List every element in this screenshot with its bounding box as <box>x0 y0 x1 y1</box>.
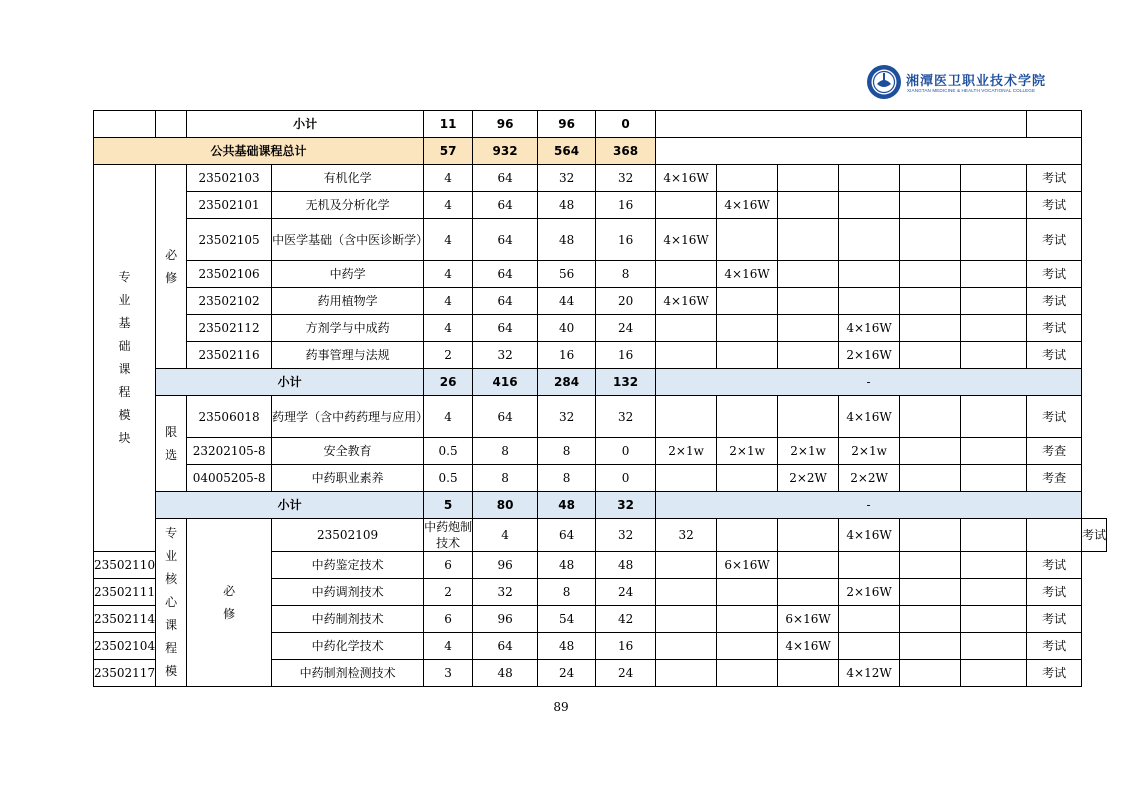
semester-s1 <box>656 660 717 687</box>
semester-s6 <box>1027 519 1082 552</box>
semester-s3: 4×16W <box>778 633 839 660</box>
theory-hours: 48 <box>538 219 596 261</box>
theory-hours: 40 <box>538 315 596 342</box>
semester-s5 <box>900 552 961 579</box>
elective-label-char: 选 <box>165 447 178 462</box>
total-hours: 64 <box>473 633 538 660</box>
semester-s4: 4×16W <box>839 396 900 438</box>
semester-s3 <box>778 579 839 606</box>
total-hours: 48 <box>473 660 538 687</box>
semester-s4 <box>839 192 900 219</box>
credits: 4 <box>424 219 473 261</box>
practice-hours: 32 <box>596 492 656 519</box>
required-label-char: 修 <box>223 606 236 621</box>
semester-s4: 4×16W <box>839 315 900 342</box>
semester-s2: 2×1w <box>717 438 778 465</box>
practice-hours: 48 <box>596 552 656 579</box>
semester-s1 <box>656 192 717 219</box>
theory-hours: 8 <box>538 438 596 465</box>
semester-s4: 4×12W <box>839 660 900 687</box>
assessment-type: 考试 <box>1027 633 1082 660</box>
total-hours: 64 <box>473 315 538 342</box>
required-label-char: 必 <box>165 247 178 262</box>
module-label-char: 心 <box>165 595 178 609</box>
course-row <box>94 438 1107 465</box>
semester-s1 <box>656 396 717 438</box>
theory-hours: 8 <box>538 579 596 606</box>
semester-s3 <box>778 192 839 219</box>
elective-label <box>156 396 187 492</box>
total-hours: 80 <box>473 492 538 519</box>
public-total-label: 公共基础课程总计 <box>94 138 424 165</box>
course-code: 23506018 <box>187 396 272 438</box>
course-name: 中药调剂技术 <box>272 579 424 606</box>
theory-hours: 48 <box>538 633 596 660</box>
course-code: 23502101 <box>187 192 272 219</box>
theory-hours: 32 <box>596 519 656 552</box>
semester-s2: 6×16W <box>717 552 778 579</box>
semester-s3: 2×1w <box>778 438 839 465</box>
semester-s5 <box>900 606 961 633</box>
assessment-type: 考查 <box>1027 438 1082 465</box>
required-label <box>156 165 187 369</box>
semester-s5 <box>961 519 1027 552</box>
module-label <box>94 165 156 552</box>
semester-s4: 2×16W <box>839 342 900 369</box>
elective-label-char: 限 <box>165 424 178 439</box>
semester-s3 <box>778 660 839 687</box>
total-hours: 32 <box>473 579 538 606</box>
theory-hours: 564 <box>538 138 596 165</box>
semester-s1: 2×1w <box>656 438 717 465</box>
total-hours: 416 <box>473 369 538 396</box>
semester-s6 <box>961 342 1027 369</box>
course-name: 药事管理与法规 <box>272 342 424 369</box>
required-label-char: 修 <box>165 270 178 285</box>
total-hours: 932 <box>473 138 538 165</box>
theory-hours: 54 <box>538 606 596 633</box>
semester-s2 <box>778 519 839 552</box>
practice-hours: 16 <box>596 192 656 219</box>
assessment-type: 考试 <box>1027 315 1082 342</box>
semester-s3 <box>778 342 839 369</box>
theory-hours: 32 <box>538 396 596 438</box>
practice-hours: 16 <box>596 633 656 660</box>
public-total-row <box>94 138 1107 165</box>
semester-s6 <box>961 552 1027 579</box>
course-code: 23502105 <box>187 219 272 261</box>
module-label-char: 核 <box>165 572 178 586</box>
semester-s2: 4×16W <box>717 192 778 219</box>
semester-s4 <box>839 606 900 633</box>
credits: 6 <box>424 552 473 579</box>
theory-hours: 48 <box>538 552 596 579</box>
course-row <box>94 396 1107 438</box>
module-label-char: 程 <box>165 641 178 655</box>
semester-s1 <box>656 552 717 579</box>
semester-s3 <box>778 219 839 261</box>
module-label-char: 程 <box>118 385 131 399</box>
course-row <box>94 342 1107 369</box>
college-name-cn: 湘潭医卫职业技术学院 <box>906 74 1047 89</box>
assessment-type: 考试 <box>1027 606 1082 633</box>
assessment-type: 考试 <box>1027 579 1082 606</box>
semester-s1 <box>717 519 778 552</box>
assessment-type: 考试 <box>1027 261 1082 288</box>
practice-hours: 0 <box>596 111 656 138</box>
assessment-type: 考试 <box>1027 288 1082 315</box>
credits: 4 <box>424 165 473 192</box>
semester-s5 <box>900 438 961 465</box>
semester-s2 <box>717 396 778 438</box>
semester-s2 <box>717 342 778 369</box>
theory-hours: 8 <box>538 465 596 492</box>
semester-s1: 4×16W <box>656 165 717 192</box>
semester-s2 <box>717 315 778 342</box>
semester-s3: 2×2W <box>778 465 839 492</box>
total-hours: 96 <box>473 111 538 138</box>
course-row <box>94 315 1107 342</box>
module-label-char: 块 <box>118 431 131 445</box>
practice-hours: 8 <box>596 261 656 288</box>
semester-s4 <box>839 633 900 660</box>
credits: 2 <box>424 342 473 369</box>
semester-s3 <box>778 315 839 342</box>
semester-s4: 2×16W <box>839 579 900 606</box>
assessment-type: 考试 <box>1027 552 1082 579</box>
credits: 57 <box>424 138 473 165</box>
theory-hours: 56 <box>538 261 596 288</box>
total-hours: 64 <box>473 165 538 192</box>
credits: 11 <box>424 111 473 138</box>
semester-s4 <box>839 552 900 579</box>
practice-hours: 0 <box>596 438 656 465</box>
credits: 3 <box>424 660 473 687</box>
college-name-en: XIANGTAN MEDICINE & HEALTH VOCATIONAL COLLEGE <box>907 88 1036 93</box>
table-cell <box>656 138 1082 165</box>
course-name: 中药鉴定技术 <box>272 552 424 579</box>
theory-hours: 48 <box>538 192 596 219</box>
course-row <box>94 165 1107 192</box>
credits: 4 <box>424 261 473 288</box>
semester-s4: 2×1w <box>839 438 900 465</box>
semester-s4: 2×2W <box>839 465 900 492</box>
course-name: 中药化学技术 <box>272 633 424 660</box>
theory-hours: 48 <box>538 492 596 519</box>
theory-hours: 16 <box>538 342 596 369</box>
subtotal-dash: - <box>656 369 1082 396</box>
semester-s2 <box>717 165 778 192</box>
required-label <box>187 519 272 687</box>
semester-s3: 6×16W <box>778 606 839 633</box>
total-hours: 64 <box>473 219 538 261</box>
credits: 6 <box>424 606 473 633</box>
assessment-type: 考试 <box>1027 192 1082 219</box>
practice-hours: 16 <box>596 342 656 369</box>
credits: 4 <box>424 633 473 660</box>
theory-hours: 96 <box>538 111 596 138</box>
credits: 4 <box>424 288 473 315</box>
assessment-type: 考试 <box>1027 342 1082 369</box>
semester-s6 <box>961 288 1027 315</box>
semester-s2 <box>717 606 778 633</box>
module-label-char: 业 <box>165 549 178 563</box>
course-name: 无机及分析化学 <box>272 192 424 219</box>
semester-s5 <box>900 396 961 438</box>
credits: 2 <box>424 579 473 606</box>
total-hours: 8 <box>473 438 538 465</box>
theory-hours: 24 <box>538 660 596 687</box>
semester-s2 <box>717 465 778 492</box>
practice-hours: 32 <box>596 396 656 438</box>
total-hours: 64 <box>473 288 538 315</box>
semester-s4 <box>839 165 900 192</box>
course-code: 23502110 <box>94 552 156 579</box>
semester-s5 <box>900 192 961 219</box>
semester-s1: 4×16W <box>656 288 717 315</box>
semester-s5 <box>900 579 961 606</box>
course-row <box>94 219 1107 261</box>
semester-s6 <box>961 261 1027 288</box>
total-hours: 64 <box>473 192 538 219</box>
course-code: 23502103 <box>187 165 272 192</box>
credits: 4 <box>424 396 473 438</box>
semester-s3 <box>778 396 839 438</box>
total-hours: 64 <box>538 519 596 552</box>
college-seal-icon <box>866 64 902 100</box>
assessment-type: 考试 <box>1027 396 1082 438</box>
course-row <box>94 465 1107 492</box>
semester-s1 <box>656 315 717 342</box>
practice-hours: 0 <box>596 465 656 492</box>
course-code: 23502112 <box>187 315 272 342</box>
subtotal-label: 小计 <box>156 369 424 396</box>
subtotal-row <box>94 492 1107 519</box>
semester-s1 <box>656 579 717 606</box>
practice-hours: 32 <box>596 165 656 192</box>
course-row <box>94 261 1107 288</box>
college-logo <box>866 64 1047 104</box>
course-name: 中药制剂检测技术 <box>272 660 424 687</box>
module-label-char: 课 <box>118 362 131 376</box>
semester-s6 <box>961 315 1027 342</box>
course-name: 中药炮制技术 <box>424 520 473 550</box>
semester-s2 <box>717 633 778 660</box>
course-code: 23502102 <box>187 288 272 315</box>
practice-hours: 24 <box>596 660 656 687</box>
course-name: 安全教育 <box>272 438 424 465</box>
credits: 0.5 <box>424 438 473 465</box>
semester-s5 <box>900 165 961 192</box>
course-code: 23502111 <box>94 579 156 606</box>
required-label-char: 必 <box>223 583 236 598</box>
course-name: 中药职业素养 <box>272 465 424 492</box>
semester-s2: 4×16W <box>717 261 778 288</box>
course-name: 方剂学与中成药 <box>272 315 424 342</box>
course-code: 04005205-8 <box>187 465 272 492</box>
semester-s1: 4×16W <box>656 219 717 261</box>
practice-hours: 24 <box>596 579 656 606</box>
semester-s6 <box>961 660 1027 687</box>
course-row <box>94 519 1107 552</box>
subtotal-dash: - <box>656 492 1082 519</box>
course-name: 中药制剂技术 <box>272 606 424 633</box>
semester-s5 <box>900 342 961 369</box>
course-row <box>94 192 1107 219</box>
subtotal-row <box>94 111 1107 138</box>
semester-s5 <box>900 465 961 492</box>
course-name: 药理学（含中药药理与应用） <box>272 396 424 438</box>
assessment-type: 考试 <box>1027 660 1082 687</box>
practice-hours: 132 <box>596 369 656 396</box>
course-code: 23502109 <box>272 519 424 552</box>
semester-s6 <box>961 192 1027 219</box>
course-name: 药用植物学 <box>272 288 424 315</box>
credits: 0.5 <box>424 465 473 492</box>
semester-s5 <box>900 261 961 288</box>
module-label-char: 专 <box>165 526 178 540</box>
semester-s6 <box>961 465 1027 492</box>
semester-s2 <box>717 288 778 315</box>
semester-s6 <box>961 219 1027 261</box>
semester-s5 <box>900 315 961 342</box>
course-code: 23502117 <box>94 660 156 687</box>
semester-s6 <box>961 396 1027 438</box>
theory-hours: 284 <box>538 369 596 396</box>
module-label-char: 业 <box>118 293 131 307</box>
semester-s3: 4×16W <box>839 519 900 552</box>
practice-hours: 16 <box>596 219 656 261</box>
table-cell <box>1027 111 1082 138</box>
module-label-char: 课 <box>165 618 178 632</box>
course-code: 23502116 <box>187 342 272 369</box>
semester-s6 <box>961 438 1027 465</box>
semester-s2 <box>717 579 778 606</box>
total-hours: 8 <box>473 465 538 492</box>
semester-s4 <box>839 261 900 288</box>
semester-s6 <box>961 165 1027 192</box>
semester-s5 <box>900 288 961 315</box>
practice-hours: 24 <box>596 315 656 342</box>
total-hours: 64 <box>473 261 538 288</box>
course-code: 23202105-8 <box>187 438 272 465</box>
semester-s5 <box>900 660 961 687</box>
semester-s4 <box>839 219 900 261</box>
total-hours: 96 <box>473 552 538 579</box>
practice-hours: 42 <box>596 606 656 633</box>
curriculum-table <box>93 110 1107 687</box>
semester-s1 <box>656 465 717 492</box>
table-cell <box>94 111 156 138</box>
semester-s1 <box>656 633 717 660</box>
semester-s6 <box>961 579 1027 606</box>
credits: 4 <box>424 192 473 219</box>
credits: 4 <box>473 519 538 552</box>
module-label-char: 专 <box>118 270 131 284</box>
semester-s3 <box>778 261 839 288</box>
semester-s1 <box>656 342 717 369</box>
practice-hours: 368 <box>596 138 656 165</box>
subtotal-label: 小计 <box>156 492 424 519</box>
semester-s2 <box>717 660 778 687</box>
course-code: 23502104 <box>94 633 156 660</box>
course-name: 有机化学 <box>272 165 424 192</box>
assessment-type: 考查 <box>1027 465 1082 492</box>
credits: 4 <box>424 315 473 342</box>
practice-hours: 32 <box>656 519 717 552</box>
module-label-char: 模 <box>118 408 131 422</box>
semester-s4 <box>900 519 961 552</box>
assessment-type: 考试 <box>1027 165 1082 192</box>
semester-s1 <box>656 261 717 288</box>
module-label-char: 础 <box>118 339 131 353</box>
total-hours: 32 <box>473 342 538 369</box>
theory-hours: 32 <box>538 165 596 192</box>
semester-s6 <box>961 606 1027 633</box>
module-label-char: 基 <box>118 316 131 330</box>
total-hours: 96 <box>473 606 538 633</box>
semester-s4 <box>839 288 900 315</box>
semester-s6 <box>961 633 1027 660</box>
semester-s2 <box>717 219 778 261</box>
course-code: 23502114 <box>94 606 156 633</box>
practice-hours: 20 <box>596 288 656 315</box>
course-name: 中药学 <box>272 261 424 288</box>
module-label-char: 模 <box>165 664 178 678</box>
subtotal-row <box>94 369 1107 396</box>
assessment-type: 考试 <box>1027 219 1082 261</box>
assessment-type: 考试 <box>1082 519 1107 552</box>
semester-s5 <box>900 219 961 261</box>
module-label <box>156 519 187 687</box>
total-hours: 64 <box>473 396 538 438</box>
semester-s1 <box>656 606 717 633</box>
credits: 5 <box>424 492 473 519</box>
table-cell <box>156 111 187 138</box>
table-cell <box>656 111 1027 138</box>
subtotal-label: 小计 <box>187 111 424 138</box>
theory-hours: 44 <box>538 288 596 315</box>
page-number: 89 <box>553 700 569 714</box>
semester-s3 <box>778 288 839 315</box>
course-name: 中医学基础（含中医诊断学） <box>272 219 424 261</box>
semester-s5 <box>900 633 961 660</box>
course-row <box>94 288 1107 315</box>
semester-s3 <box>778 165 839 192</box>
credits: 26 <box>424 369 473 396</box>
semester-s3 <box>778 552 839 579</box>
course-code: 23502106 <box>187 261 272 288</box>
